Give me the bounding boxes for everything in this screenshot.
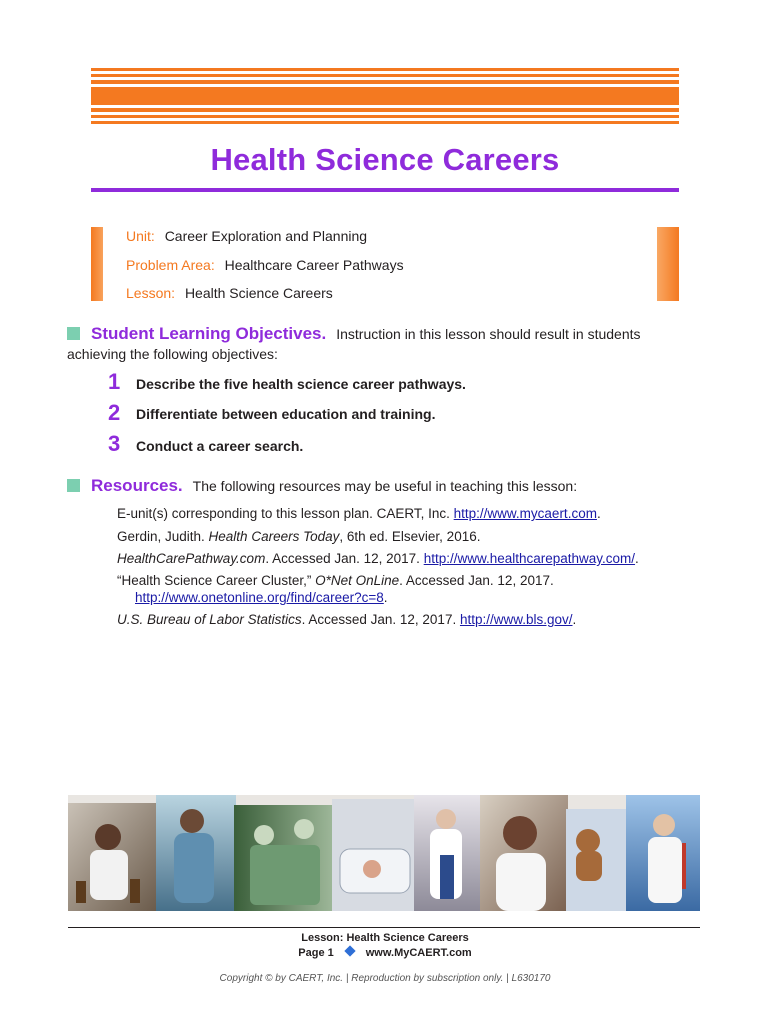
resource-item-continued: http://www.onetonline.org/find/career?c=8. (135, 590, 388, 605)
resource-item: HealthCarePathway.com. Accessed Jan. 12, 2017. http://www.healthcarepathway.com/. (117, 551, 639, 566)
copyright-notice: Copyright © by CAERT, Inc. | Reproduction by subscription only. | L630170 (219, 973, 551, 984)
objectives-heading: Student Learning Objectives. (91, 324, 327, 343)
unit-label: Unit: (126, 228, 155, 244)
lesson-value: Health Science Careers (184, 285, 333, 301)
unit-row (126, 228, 367, 244)
footer-site: www.MyCAERT.com (365, 947, 472, 959)
resources-heading: Resources. (91, 476, 183, 495)
page-title: Health Science Careers (210, 142, 560, 177)
blue-diamond-icon (344, 945, 355, 956)
right-accent-bar (657, 227, 679, 301)
footer-rule (68, 927, 700, 928)
objective-text: Conduct a career search. (136, 438, 304, 454)
lesson-label: Lesson: (126, 285, 176, 301)
resource-item: Gerdin, Judith. Health Careers Today, 6th ed. Elsevier, 2016. (117, 529, 481, 544)
objectives-intro-2: achieving the following objectives: (67, 346, 278, 362)
resource-link[interactable]: http://www.healthcarepathway.com/ (423, 551, 636, 566)
left-accent-bar (91, 227, 103, 301)
objective-number: 1 (108, 369, 121, 394)
teal-square-bullet-icon (67, 327, 80, 340)
title-underline (91, 188, 679, 192)
objective-number: 2 (108, 400, 121, 425)
header-stripe-banner (91, 68, 679, 124)
objectives-intro-1: Instruction in this lesson should result in students (336, 326, 641, 342)
healthcare-photo-collage (68, 795, 700, 911)
resource-link[interactable]: http://www.bls.gov/ (459, 612, 573, 627)
resource-item: E-unit(s) corresponding to this lesson plan. CAERT, Inc. http://www.mycaert.com. (117, 506, 601, 521)
objective-text: Differentiate between education and training. (136, 406, 436, 422)
problem-area-label: Problem Area: (126, 257, 215, 273)
resource-item: “Health Science Career Cluster,” O*Net OnLine. Accessed Jan. 12, 2017. (117, 573, 554, 588)
resources-heading-line (91, 476, 577, 496)
lesson-row (126, 285, 333, 301)
problem-area-value: Healthcare Career Pathways (224, 257, 404, 273)
teal-square-bullet-icon (67, 479, 80, 492)
problem-area-row (126, 257, 404, 273)
resource-link[interactable]: http://www.onetonline.org/find/career?c=8 (135, 590, 384, 605)
footer-page-line (0, 947, 770, 959)
footer-page: Page 1 (298, 947, 334, 959)
resource-link[interactable]: http://www.mycaert.com (453, 506, 597, 521)
resource-item: U.S. Bureau of Labor Statistics. Accessed Jan. 12, 2017. http://www.bls.gov/. (117, 612, 577, 627)
unit-value: Career Exploration and Planning (164, 228, 368, 244)
objective-number: 3 (108, 431, 121, 456)
footer-lesson: Lesson: Health Science Careers (301, 932, 469, 944)
resources-intro: The following resources may be useful in teaching this lesson: (192, 478, 578, 494)
objective-text: Describe the five health science career pathways. (136, 376, 466, 392)
objectives-heading-line (91, 324, 641, 344)
